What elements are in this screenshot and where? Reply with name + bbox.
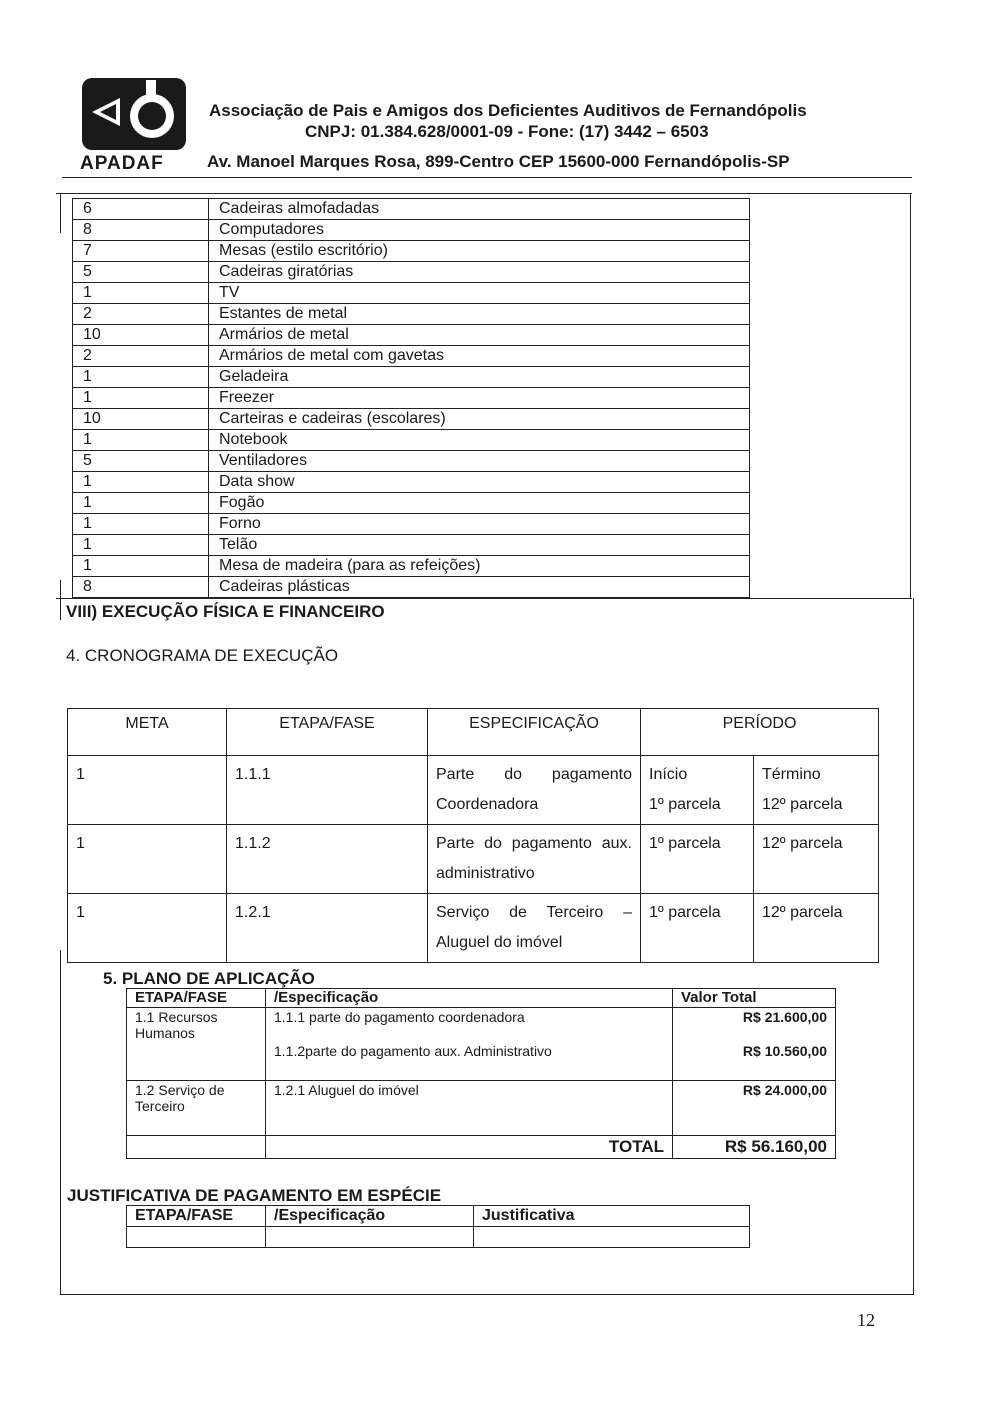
cronograma-table — [67, 708, 879, 963]
inicio-cell — [641, 756, 754, 825]
qty-cell: 1 — [73, 430, 209, 451]
qty-cell: 8 — [73, 577, 209, 598]
inventory-row — [73, 430, 750, 451]
qty-cell: 1 — [73, 514, 209, 535]
inventory-row — [73, 535, 750, 556]
termino-value: 12º parcela — [762, 796, 843, 813]
qty-cell: 1 — [73, 283, 209, 304]
empty-cell — [474, 1227, 750, 1248]
inventory-row — [73, 388, 750, 409]
qty-cell: 2 — [73, 346, 209, 367]
qty-cell: 1 — [73, 493, 209, 514]
table-row — [127, 1227, 750, 1248]
etapa-cell: 1.1 Recursos Humanos — [127, 1008, 266, 1081]
value-line: R$ 10.560,00 — [742, 1043, 827, 1059]
item-cell: Computadores — [209, 220, 750, 241]
qty-cell: 5 — [73, 451, 209, 472]
table-row — [68, 756, 879, 825]
plano-table — [126, 988, 836, 1159]
plano-title: 5. PLANO DE APLICAÇÃO — [103, 969, 315, 988]
org-name: Associação de Pais e Amigos dos Deficientes Auditivos de Fernandópolis — [209, 101, 807, 120]
inicio-cell: 1º parcela — [641, 825, 754, 894]
qty-cell: 1 — [73, 367, 209, 388]
frame-right-upper — [910, 193, 911, 599]
value-cell — [673, 1008, 836, 1081]
col-header: /Especificação — [266, 1206, 474, 1227]
col-header: /Especificação — [266, 989, 673, 1008]
inicio-value: 1º parcela — [649, 796, 721, 813]
item-cell: Freezer — [209, 388, 750, 409]
termino-cell — [754, 756, 879, 825]
col-header: META — [68, 709, 227, 756]
value-line: R$ 21.600,00 — [742, 1009, 827, 1025]
frame-left — [60, 950, 61, 1295]
item-cell: Estantes de metal — [209, 304, 750, 325]
inventory-row — [73, 199, 750, 220]
inventory-row — [73, 325, 750, 346]
item-cell: Mesa de madeira (para as refeições) — [209, 556, 750, 577]
item-cell: Mesas (estilo escritório) — [209, 241, 750, 262]
frame-right-lower — [913, 598, 914, 1295]
table-row — [68, 825, 879, 894]
etapa-cell: 1.2.1 — [227, 894, 428, 963]
col-header: ETAPA/FASE — [127, 1206, 266, 1227]
frame-bottom — [60, 1294, 913, 1295]
inventory-row — [73, 577, 750, 598]
inventory-row — [73, 283, 750, 304]
empty-cell — [127, 1227, 266, 1248]
justificativa-table — [126, 1205, 750, 1248]
meta-cell: 1 — [68, 894, 227, 963]
meta-cell: 1 — [68, 825, 227, 894]
col-header: ESPECIFICAÇÃO — [428, 709, 641, 756]
qty-cell: 1 — [73, 472, 209, 493]
inicio-label: Início — [649, 766, 688, 783]
table-header-row — [68, 709, 879, 756]
inventory-row — [73, 409, 750, 430]
inventory-row — [73, 346, 750, 367]
item-cell: Cadeiras giratórias — [209, 262, 750, 283]
header-divider — [62, 177, 912, 178]
inventory-row — [73, 493, 750, 514]
logo-text: APADAF — [80, 153, 164, 174]
item-cell: Armários de metal com gavetas — [209, 346, 750, 367]
item-cell: Fogão — [209, 493, 750, 514]
total-value: R$ 56.160,00 — [673, 1136, 836, 1159]
qty-cell: 8 — [73, 220, 209, 241]
inventory-row — [73, 241, 750, 262]
col-header: ETAPA/FASE — [127, 989, 266, 1008]
item-cell: Data show — [209, 472, 750, 493]
item-cell: Geladeira — [209, 367, 750, 388]
inventory-row — [73, 304, 750, 325]
inventory-row — [73, 451, 750, 472]
frame-top — [56, 193, 912, 194]
spec-cell: 1.2.1 Aluguel do imóvel — [266, 1081, 673, 1136]
item-cell: TV — [209, 283, 750, 304]
item-cell: Cadeiras almofadadas — [209, 199, 750, 220]
item-cell: Ventiladores — [209, 451, 750, 472]
qty-cell: 10 — [73, 409, 209, 430]
inventory-row — [73, 514, 750, 535]
inventory-row — [73, 472, 750, 493]
item-cell: Forno — [209, 514, 750, 535]
total-row — [127, 1136, 836, 1159]
value-cell: R$ 24.000,00 — [673, 1081, 836, 1136]
qty-cell: 6 — [73, 199, 209, 220]
table-header-row — [127, 989, 836, 1008]
etapa-cell: 1.1.1 — [227, 756, 428, 825]
meta-cell: 1 — [68, 756, 227, 825]
etapa-cell: 1.2 Serviço de Terceiro — [127, 1081, 266, 1136]
inicio-cell: 1º parcela — [641, 894, 754, 963]
col-header: Justificativa — [474, 1206, 750, 1227]
termino-cell: 12º parcela — [754, 825, 879, 894]
table-row — [68, 894, 879, 963]
col-header: Valor Total — [673, 989, 836, 1008]
spec-line: 1.1.2parte do pagamento aux. Administrativo — [274, 1043, 552, 1059]
col-header: ETAPA/FASE — [227, 709, 428, 756]
termino-label: Término — [762, 766, 821, 783]
table-row — [127, 1008, 836, 1081]
frame-mid — [56, 598, 912, 599]
table-header-row — [127, 1206, 750, 1227]
empty-cell — [266, 1227, 474, 1248]
item-cell: Carteiras e cadeiras (escolares) — [209, 409, 750, 430]
total-label: TOTAL — [266, 1136, 673, 1159]
qty-cell: 7 — [73, 241, 209, 262]
spec-cell — [266, 1008, 673, 1081]
col-header: PERÍODO — [641, 709, 879, 756]
org-address: Av. Manoel Marques Rosa, 899-Centro CEP 15600-000 Fernandópolis-SP — [207, 152, 790, 171]
qty-cell: 10 — [73, 325, 209, 346]
inventory-table — [72, 198, 750, 598]
frame-left — [60, 193, 61, 233]
spec-cell: Serviço de Terceiro – Aluguel do imóvel — [428, 894, 641, 963]
empty-cell — [127, 1136, 266, 1159]
etapa-cell: 1.1.2 — [227, 825, 428, 894]
inventory-row — [73, 220, 750, 241]
termino-cell: 12º parcela — [754, 894, 879, 963]
inventory-row — [73, 367, 750, 388]
frame-left — [60, 580, 61, 620]
table-row — [127, 1081, 836, 1136]
qty-cell: 5 — [73, 262, 209, 283]
spec-line: 1.1.1 parte do pagamento coordenadora — [274, 1009, 525, 1025]
item-cell: Armários de metal — [209, 325, 750, 346]
qty-cell: 1 — [73, 388, 209, 409]
item-cell: Telão — [209, 535, 750, 556]
page-number: 12 — [857, 1310, 875, 1330]
inventory-row — [73, 262, 750, 283]
section-heading: VIII) EXECUÇÃO FÍSICA E FINANCEIRO — [66, 602, 385, 621]
spec-cell: Parte do pagamento Coordenadora — [428, 756, 641, 825]
qty-cell: 1 — [73, 535, 209, 556]
item-cell: Cadeiras plásticas — [209, 577, 750, 598]
spec-cell: Parte do pagamento aux. administrativo — [428, 825, 641, 894]
org-cnpj: CNPJ: 01.384.628/0001-09 - Fone: (17) 3442 – 6503 — [305, 122, 709, 141]
qty-cell: 2 — [73, 304, 209, 325]
inventory-row — [73, 556, 750, 577]
subsection-heading: 4. CRONOGRAMA DE EXECUÇÃO — [66, 646, 339, 665]
justificativa-title: JUSTIFICATIVA DE PAGAMENTO EM ESPÉCIE — [67, 1186, 442, 1205]
qty-cell: 1 — [73, 556, 209, 577]
item-cell: Notebook — [209, 430, 750, 451]
